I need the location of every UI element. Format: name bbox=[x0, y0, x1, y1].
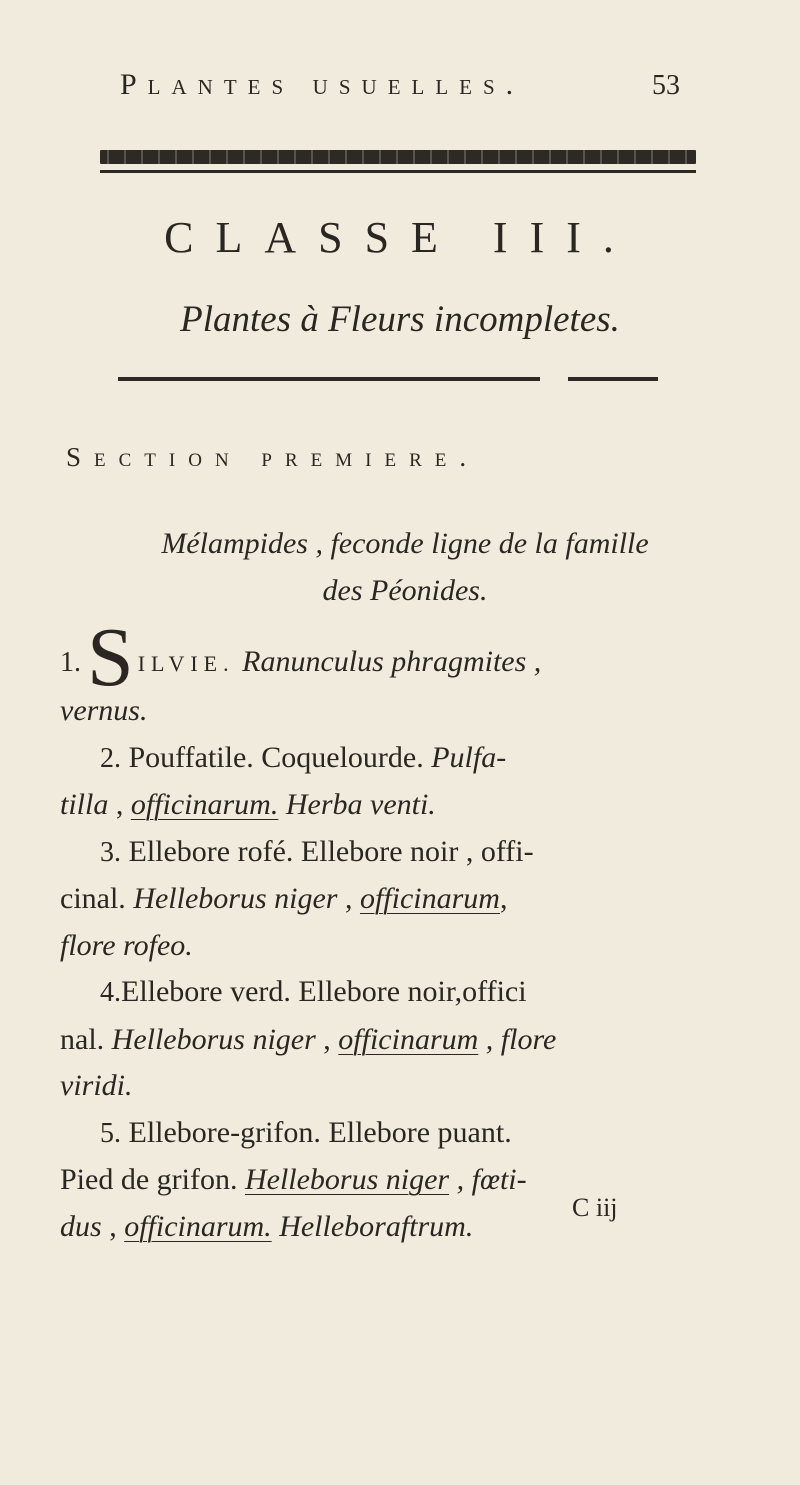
latin-epithet-cont: dus bbox=[60, 1209, 102, 1243]
section-rule-left bbox=[118, 377, 540, 381]
section-title: Section premiere. bbox=[66, 442, 480, 472]
entry-3 bbox=[60, 829, 750, 970]
french-names-cont: Pied de grifon. bbox=[60, 1163, 238, 1196]
latin-variety: flore rofeo. bbox=[60, 928, 193, 962]
entry-number: 5. bbox=[100, 1117, 121, 1149]
french-names: Ellebore verd. Ellebore noir,offici bbox=[121, 975, 527, 1008]
separator: , bbox=[101, 1209, 125, 1243]
latin-synonym: Helleboraftrum. bbox=[279, 1209, 474, 1243]
entry-2 bbox=[60, 735, 750, 829]
entry-name: ILVIE. bbox=[137, 651, 235, 676]
running-title: Plantes usuelles. bbox=[120, 68, 525, 101]
latin-variety: , flore bbox=[485, 1022, 557, 1056]
latin-name-cont: tilla bbox=[60, 788, 109, 821]
drop-cap: S bbox=[87, 611, 134, 704]
entry-number: 1. bbox=[60, 647, 81, 678]
plant-list bbox=[60, 611, 750, 1250]
entry-1 bbox=[60, 611, 750, 735]
family-line-2: des Péonides. bbox=[322, 574, 488, 607]
separator: , bbox=[499, 882, 508, 915]
latin-name: Helleborus niger bbox=[133, 882, 338, 915]
separator: , bbox=[315, 1022, 339, 1056]
latin-name: Pulfa- bbox=[431, 740, 507, 774]
class-subtitle: Plantes à Fleurs incompletes. bbox=[180, 299, 620, 340]
latin-name: Helleborus niger bbox=[244, 1163, 450, 1196]
separator: , bbox=[108, 788, 131, 821]
entry-number: 3. bbox=[100, 836, 121, 868]
french-names-cont: cinal. bbox=[60, 882, 126, 915]
entry-number: 2. bbox=[100, 742, 121, 774]
thin-rule bbox=[100, 170, 696, 173]
section-rule-right bbox=[568, 377, 658, 381]
french-names: Ellebore rofé. Ellebore noir , offi- bbox=[128, 834, 534, 868]
family-heading bbox=[60, 520, 750, 614]
signature-mark: C iij bbox=[572, 1193, 618, 1222]
latin-variety-cont: viridi. bbox=[60, 1069, 133, 1102]
separator: , bbox=[337, 882, 360, 915]
latin-epithet: officinarum. bbox=[130, 788, 279, 821]
entry-number: 4. bbox=[100, 977, 121, 1008]
latin-name: Ranunculus phragmites , bbox=[242, 645, 542, 678]
latin-epithet: , fœti- bbox=[456, 1163, 527, 1196]
latin-synonym: Herba venti. bbox=[285, 788, 436, 821]
latin-epithet-2: officinarum. bbox=[124, 1209, 272, 1243]
latin-epithet: officinarum bbox=[338, 1022, 479, 1056]
latin-epithet: officinarum bbox=[359, 882, 500, 915]
entry-4 bbox=[60, 969, 750, 1110]
entry-5 bbox=[60, 1110, 750, 1251]
running-head bbox=[120, 68, 680, 112]
latin-name-cont: vernus. bbox=[60, 694, 148, 727]
class-title: CLASSE III. bbox=[164, 213, 636, 262]
family-line-1: Mélampides , feconde ligne de la famille bbox=[161, 527, 649, 560]
french-names: Pouffatile. Coquelourde. bbox=[128, 740, 424, 774]
ornamental-rule bbox=[100, 150, 696, 164]
french-names: Ellebore-grifon. Ellebore puant. bbox=[128, 1115, 512, 1149]
latin-name: Helleborus niger bbox=[111, 1022, 316, 1056]
page-number: 53 bbox=[652, 70, 680, 101]
french-names-cont: nal. bbox=[60, 1022, 105, 1056]
